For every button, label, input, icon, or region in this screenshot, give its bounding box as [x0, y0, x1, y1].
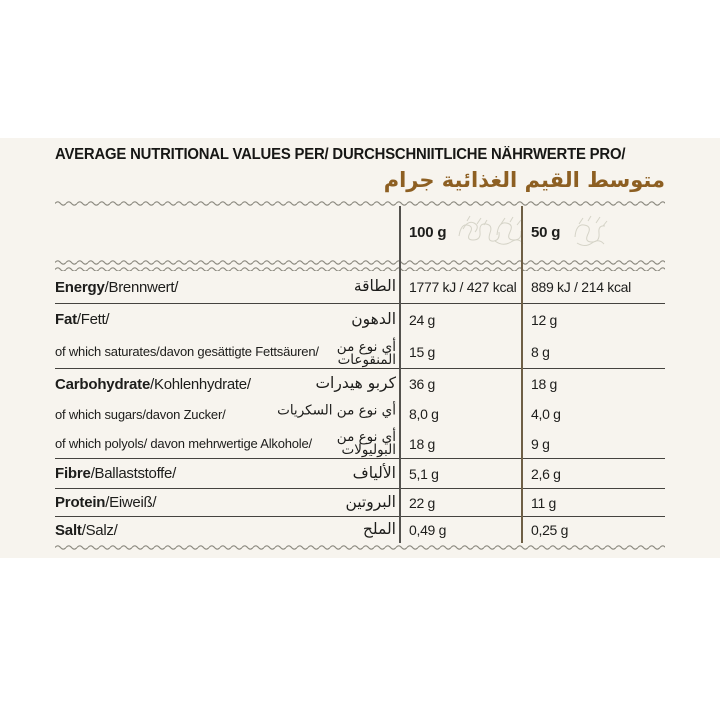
row-label-de: /Salz/ — [81, 521, 118, 539]
row-label-en: Salt — [55, 521, 82, 539]
table-row-carbohydrate — [55, 369, 665, 399]
value-100g: 36 g — [409, 376, 436, 392]
row-label-en: Protein — [55, 494, 106, 511]
row-label-de: /Eiweiß/ — [105, 494, 157, 511]
value-50g: 2,6 g — [531, 465, 561, 482]
value-100g: 1777 kJ / 427 kcal — [409, 279, 517, 295]
table-row-fibre — [55, 459, 665, 488]
row-label-en: Fibre — [55, 465, 91, 482]
value-50g: 11 g — [531, 494, 557, 511]
table-row-polyols — [55, 429, 665, 458]
value-100g: 24 g — [409, 311, 436, 328]
wavy-divider-top — [55, 199, 665, 206]
value-100g: 5,1 g — [409, 465, 439, 482]
row-label-ar: الملح — [362, 519, 396, 538]
row-label-de: of which saturates/davon gesättigte Fettsäuren/ — [55, 344, 319, 359]
page-title-arabic: متوسط القيم الغذائية جرام — [383, 168, 665, 192]
column-header-100g-label: 100 g — [409, 223, 447, 241]
row-label-ar: الألياف — [352, 463, 396, 482]
row-label-ar: الدهون — [351, 309, 396, 328]
table-row-protein — [55, 489, 665, 516]
row-label-en: Carbohydrate — [55, 375, 151, 393]
table-row-saturates — [55, 335, 665, 368]
page-title: AVERAGE NUTRITIONAL VALUES PER/ DURCHSCHNIITLICHE NÄHRWERTE PRO/ — [55, 146, 626, 163]
nutrition-table — [55, 199, 665, 550]
row-label-ar: البروتين — [345, 492, 396, 511]
scribble-decoration-icon — [567, 211, 615, 253]
wavy-divider-double — [55, 258, 665, 271]
value-100g: 0,49 g — [409, 522, 447, 538]
row-label-de: /Kohlenhydrate/ — [150, 375, 251, 393]
row-label-ar: الطاقة — [353, 276, 396, 295]
value-100g: 15 g — [409, 343, 436, 360]
wavy-divider-bottom — [55, 543, 665, 550]
row-label-en: Energy — [55, 278, 105, 296]
column-divider-2 — [521, 206, 523, 543]
column-divider-1 — [399, 206, 401, 543]
value-50g: 889 kJ / 214 kcal — [531, 279, 631, 295]
table-row-sugars — [55, 399, 665, 429]
table-row-fat — [55, 304, 665, 335]
row-group-fibre — [55, 459, 665, 489]
table-row-salt — [55, 517, 665, 543]
value-50g: 0,25 g — [531, 522, 569, 538]
value-100g: 22 g — [409, 494, 436, 511]
row-group-carbohydrate — [55, 369, 665, 459]
row-label-de: of which sugars/davon Zucker/ — [55, 406, 226, 422]
value-50g: 8 g — [531, 343, 550, 360]
value-50g: 12 g — [531, 311, 558, 328]
row-label-ar: أي نوع من المنقوعات — [336, 338, 396, 368]
row-label-ar: أي نوع من السكريات — [277, 402, 396, 419]
scribble-decoration-icon — [453, 212, 529, 252]
table-header-row — [55, 206, 665, 258]
row-label-ar: أي نوع من البوليولات — [336, 428, 396, 458]
row-label-ar: كربو هيدرات — [315, 373, 396, 392]
row-group-fat — [55, 304, 665, 369]
row-group-protein — [55, 489, 665, 517]
row-group-energy — [55, 271, 665, 304]
row-label-de: /Brennwert/ — [104, 278, 179, 296]
value-50g: 4,0 g — [531, 406, 561, 422]
row-label-de: /Fett/ — [76, 311, 110, 328]
value-100g: 8,0 g — [409, 406, 439, 422]
value-100g: 18 g — [409, 435, 436, 452]
row-label-en: Fat — [55, 311, 77, 328]
nutrition-label — [55, 146, 665, 550]
value-50g: 9 g — [531, 435, 550, 452]
row-group-salt — [55, 517, 665, 543]
column-header-50g-label: 50 g — [531, 223, 561, 241]
table-body — [55, 206, 665, 543]
column-header-100g — [400, 212, 522, 252]
row-label-de: of which polyols/ davon mehrwertige Alkohole/ — [55, 436, 312, 451]
row-label-de: /Ballaststoffe/ — [90, 465, 176, 482]
value-50g: 18 g — [531, 376, 558, 392]
table-row-energy — [55, 271, 665, 303]
column-header-50g — [522, 211, 665, 253]
